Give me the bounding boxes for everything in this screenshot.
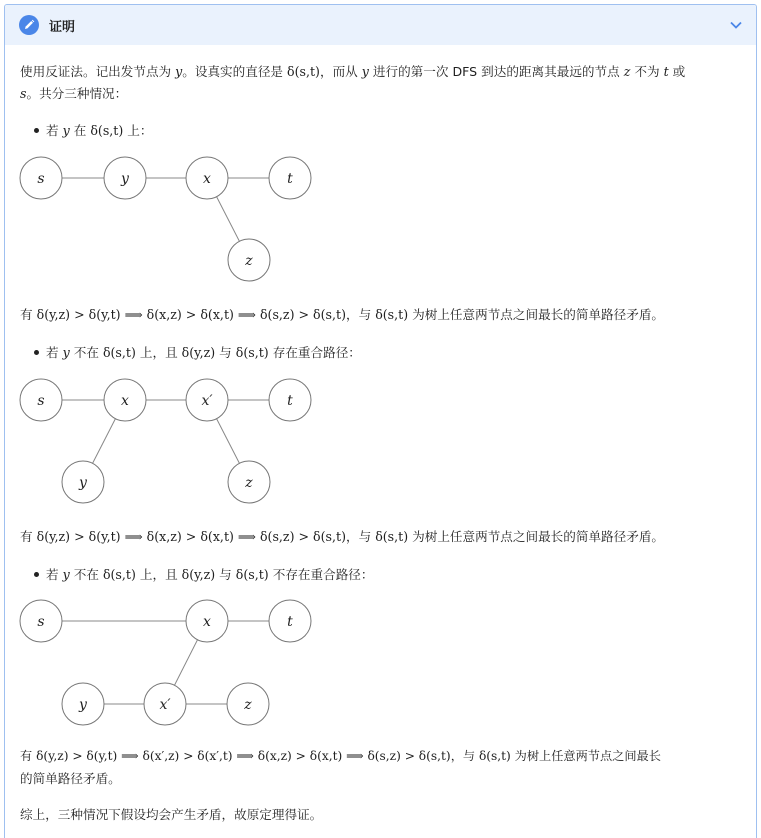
tree-node-t (269, 157, 311, 199)
svg-text:x′: x′ (159, 697, 171, 713)
tree-node-x (186, 157, 228, 199)
bullet-dot (34, 572, 39, 577)
card-header[interactable] (5, 5, 756, 45)
svg-text:y: y (79, 475, 87, 491)
case1-tree-diagram (5, 150, 335, 285)
case2-conclusion: 有 δ(y,z) > δ(y,t) ⟹ δ(x,z) > δ(x,t) ⟹ δ(s,z) > δ(s,t)，与 δ(s,t) 为树上任意两节点之间最长的简单路径矛盾。 (20, 529, 665, 544)
summary-text: 综上，三种情况下假设均会产生矛盾，故原定理得证。 (20, 807, 323, 822)
intro-line-2: s。共分三种情况： (20, 86, 128, 101)
tree-node-s (20, 600, 62, 642)
proof-card (4, 4, 757, 838)
bullet-dot (34, 350, 39, 355)
tree-node-y (62, 683, 104, 725)
tree-node-t (269, 600, 311, 642)
svg-text:y: y (121, 171, 129, 187)
chevron-down-icon[interactable] (728, 17, 744, 33)
svg-text:s: s (37, 171, 45, 187)
case3-tree-diagram (5, 593, 335, 728)
tree-node-s (20, 157, 62, 199)
svg-text:x: x (203, 171, 211, 187)
tree-node-t (269, 379, 311, 421)
case3-bullet: 若 y 不在 δ(s,t) 上，且 δ(y,z) 与 δ(s,t) 不存在重合路径： (34, 564, 373, 585)
tree-node-x (104, 379, 146, 421)
case3-conclusion: 有 δ(y,z) > δ(y,t) ⟹ δ(x′,z) > δ(x′,t) ⟹ δ(x,z) > δ(x,t) ⟹ δ(s,z) > δ(s,t)，与 δ(s,t) 为树上任意两节点之间最长 (20, 749, 661, 763)
case1-bullet: 若 y 在 δ(s,t) 上： (34, 120, 152, 141)
svg-text:s: s (37, 614, 45, 630)
tree-node-y (104, 157, 146, 199)
bullet-dot (34, 128, 39, 133)
case1-conclusion: 有 δ(y,z) > δ(y,t) ⟹ δ(x,z) > δ(x,t) ⟹ δ(s,z) > δ(s,t)，与 δ(s,t) 为树上任意两节点之间最长的简单路径矛盾。 (20, 307, 665, 322)
svg-text:z: z (245, 475, 253, 491)
tree-node-x (186, 600, 228, 642)
case2-bullet: 若 y 不在 δ(s,t) 上，且 δ(y,z) 与 δ(s,t) 存在重合路径： (34, 342, 361, 363)
svg-text:z: z (244, 697, 252, 713)
svg-text:t: t (287, 393, 293, 409)
svg-text:t: t (287, 614, 293, 630)
tree-node-x-prime (144, 683, 186, 725)
svg-text:y: y (79, 697, 87, 713)
tree-node-s (20, 379, 62, 421)
svg-text:t: t (287, 171, 293, 187)
tree-node-z (228, 239, 270, 281)
svg-text:z: z (245, 253, 253, 269)
pencil-icon (19, 15, 39, 35)
card-title: 证明 (49, 19, 76, 35)
svg-text:s: s (37, 393, 45, 409)
tree-node-z (227, 683, 269, 725)
svg-text:x: x (121, 393, 129, 409)
svg-text:x′: x′ (201, 393, 213, 409)
tree-node-x-prime (186, 379, 228, 421)
intro-line-1: 使用反证法。记出发节点为 y。设真实的直径是 δ(s,t)，而从 y 进行的第一次 DFS 到达的距离其最远的节点 z 不为 t 或 (20, 64, 686, 79)
svg-text:x: x (203, 614, 211, 630)
case2-tree-diagram (5, 372, 335, 507)
case3-conclusion-line-2: 的简单路径矛盾。 (20, 771, 121, 786)
tree-node-z (228, 461, 270, 503)
tree-node-y (62, 461, 104, 503)
